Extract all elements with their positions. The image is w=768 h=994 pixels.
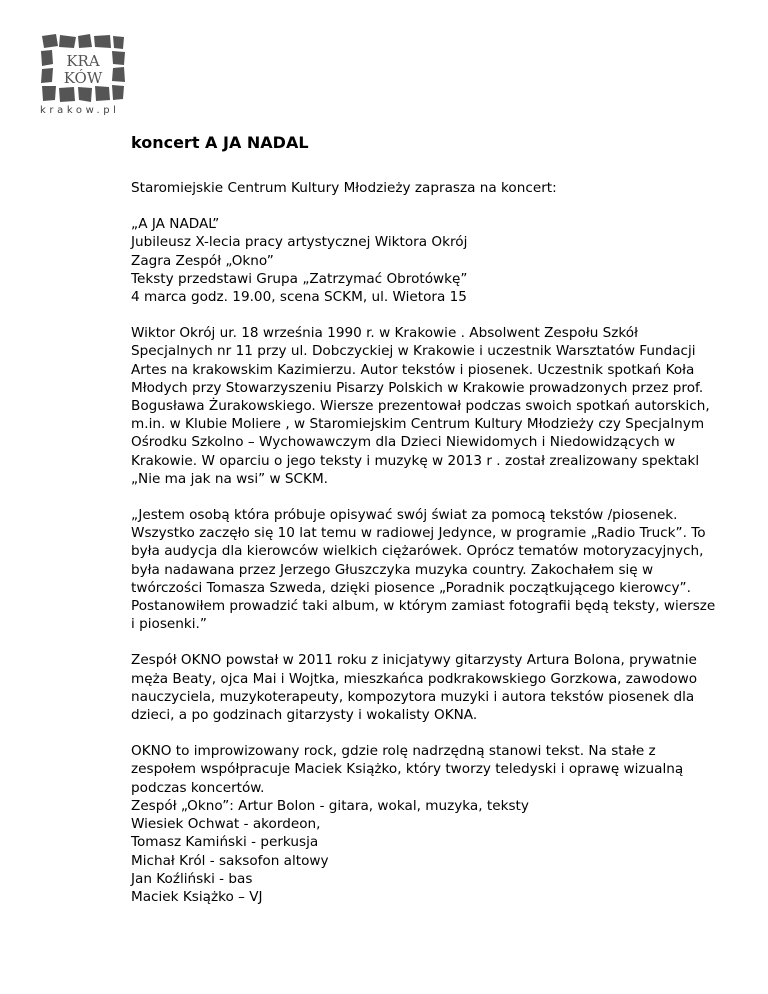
bio-line: Młodych przy Stowarzyszeniu Pisarzy Polskich w Krakowie prowadzonych przez prof. (131, 379, 704, 396)
band-line: Zespół OKNO powstał w 2011 roku z inicjatywy gitarzysty Artura Bolona, prywatnie (131, 652, 697, 669)
bio-line: Wiktor Okrój ur. 18 września 1990 r. w Krakowie . Absolwent Zespołu Szkół (131, 325, 638, 342)
band-paragraph (131, 651, 741, 724)
band-line: nauczyciela, muzykoterapeuty, kompozytora muzyki i autora tekstów piosenek dla (131, 688, 695, 705)
lineup-line: Maciek Książko – VJ (131, 888, 263, 905)
bio-line: „Nie ma jak na wsi” w SCKM. (131, 470, 328, 487)
event-details (131, 215, 741, 306)
band-line: męża Beaty, ojca Mai i Wojtka, mieszkańca podkrakowskiego Gorzkowa, zawodowo (131, 670, 698, 687)
krakow-logo-mark (38, 30, 128, 110)
okno-line: OKNO to improwizowany rock, gdzie rolę nadrzędną stanowi tekst. Na stałe z (131, 743, 656, 760)
intro-paragraph: Staromiejskie Centrum Kultury Młodzieży zaprasza na koncert: (131, 180, 557, 196)
lineup-line: Zespół „Okno”: Artur Bolon - gitara, wokal, muzyka, teksty (131, 797, 529, 814)
quote-line: była audycja dla kierowców wielkich ciężarówek. Oprócz tematów motoryzacyjnych, (131, 543, 704, 560)
lineup-line: Wiesiek Ochwat - akordeon, (131, 816, 321, 833)
quote-line: twórczości Tomasza Szweda, dzięki piosence „Poradnik początkującego kierowcy”. (131, 579, 691, 596)
band-line: dzieci, a po godzinach gitarzysty i wokalisty OKNA. (131, 707, 478, 724)
event-line: „A JA NADAL” (131, 216, 220, 233)
lineup-line: Tomasz Kamiński - perkusja (131, 834, 319, 851)
okno-line: zespołem współpracuje Maciek Książko, który tworzy teledyski i oprawę wizualną (131, 761, 684, 778)
lineup-line: Jan Koźliński - bas (131, 870, 253, 887)
event-line: Jubileusz X-lecia pracy artystycznej Wiktora Okrój (131, 234, 468, 251)
okno-paragraph (131, 742, 741, 906)
document-body (131, 133, 741, 924)
bio-paragraph (131, 324, 741, 488)
page-title: koncert A JA NADAL (131, 133, 309, 152)
event-line: Teksty przedstawi Grupa „Zatrzymać Obrotówkę” (131, 270, 468, 287)
event-line: 4 marca godz. 19.00, scena SCKM, ul. Wietora 15 (131, 289, 467, 306)
lineup-line: Michał Król - saksofon altowy (131, 852, 329, 869)
bio-line: Artes na krakowskim Kazimierzu. Autor tekstów i piosenek. Uczestnik spotkań Koła (131, 361, 695, 378)
quote-paragraph (131, 506, 741, 633)
logo-bottom-text: KÓW (63, 69, 103, 87)
bio-line: Krakowie. W oparciu o jego teksty i muzykę w 2013 r . został zrealizowany spektakl (131, 452, 700, 469)
bio-line: m.in. w Klubie Moliere , w Staromiejskim Centrum Kultury Młodzieży czy Specjalnym (131, 416, 705, 433)
quote-line: i piosenki.” (131, 616, 207, 633)
quote-line: „Jestem osobą która próbuje opisywać swój świat za pomocą tekstów /piosenek. (131, 507, 678, 524)
logo-caption: krakow.pl (40, 105, 120, 116)
quote-line: Postanowiłem prowadzić taki album, w którym zamiast fotografii będą teksty, wiersze (131, 598, 716, 615)
quote-line: Wszystko zaczęło się 10 lat temu w radiowej Jedynce, w programie „Radio Truck”. To (131, 525, 706, 542)
bio-line: Bogusława Żurakowskiego. Wiersze prezentował podczas swoich spotkań autorskich, (131, 398, 710, 415)
event-line: Zagra Zespół „Okno” (131, 252, 274, 269)
logo-top-text: KRA (66, 52, 100, 70)
bio-line: Specjalnych nr 11 przy ul. Dobczyckiej w Krakowie i uczestnik Warsztatów Fundacji (131, 343, 696, 360)
bio-line: Ośrodku Szkolno – Wychowawczym dla Dzieci Niewidomych i Niedowidzących w (131, 434, 676, 451)
okno-line: podczas koncertów. (131, 779, 265, 796)
quote-line: była nadawana przez Jerzego Głuszczyka muzyka country. Zakochałem się w (131, 561, 654, 578)
